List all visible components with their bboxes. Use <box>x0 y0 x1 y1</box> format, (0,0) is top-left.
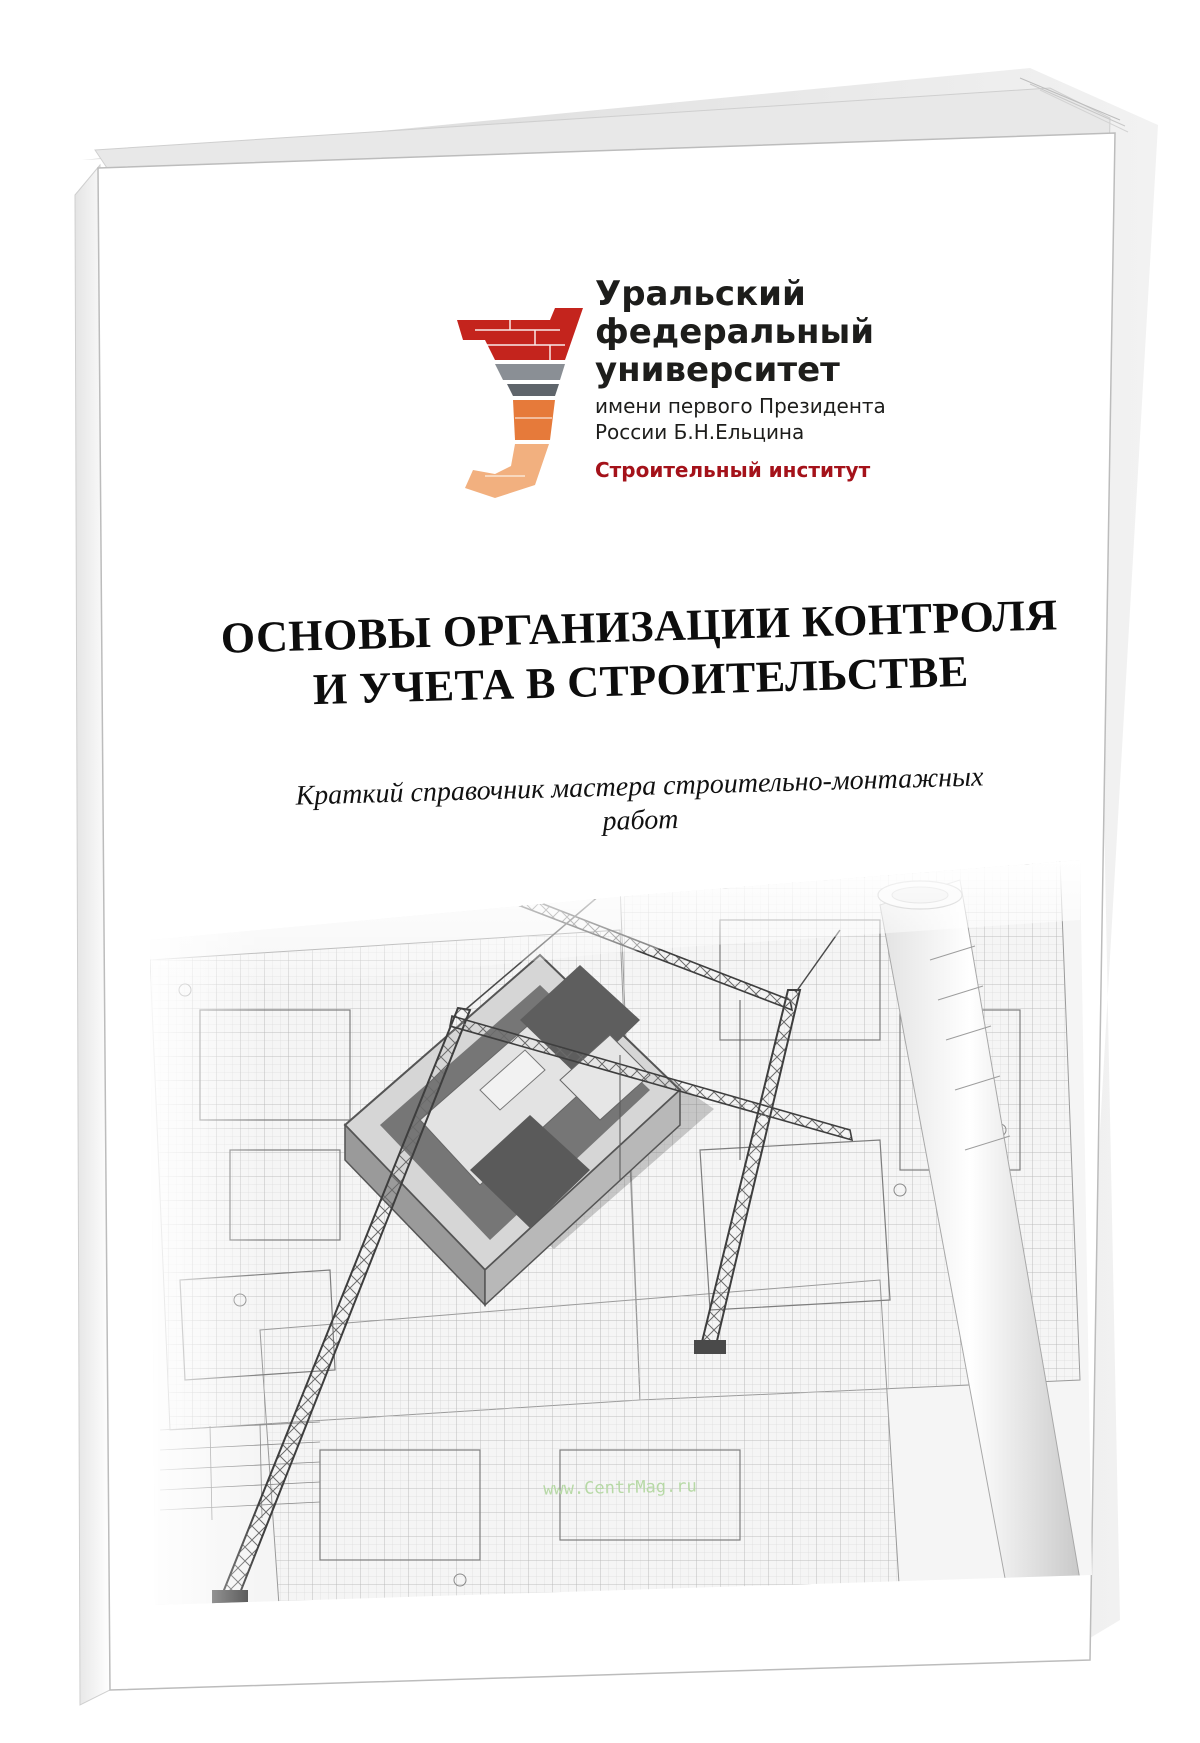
title-line-1: ОСНОВЫ ОРГАНИЗАЦИИ КОНТРОЛЯ <box>220 590 1059 663</box>
logo-sub-line-2: России Б.Н.Ельцина <box>595 420 805 444</box>
logo-name-line-2: федеральный <box>595 312 875 352</box>
logo-name-line-1: Уральский <box>595 274 806 314</box>
subtitle-line-1: Краткий справочник мастера строительно-монтажных <box>295 761 984 812</box>
watermark: www.CentrMag.ru <box>543 1476 697 1500</box>
logo-institute: Строительный институт <box>595 458 871 482</box>
title-line-2: И УЧЕТА В СТРОИТЕЛЬСТВЕ <box>312 646 970 715</box>
ufu-logo-mark-icon <box>455 300 585 500</box>
logo-name-line-3: университет <box>595 350 840 390</box>
university-logo <box>455 255 886 505</box>
cover-illustration <box>140 840 1100 1620</box>
subtitle-line-2: работ <box>602 803 679 838</box>
logo-text <box>595 275 885 483</box>
logo-sub-line-1: имени первого Президента <box>595 394 886 418</box>
